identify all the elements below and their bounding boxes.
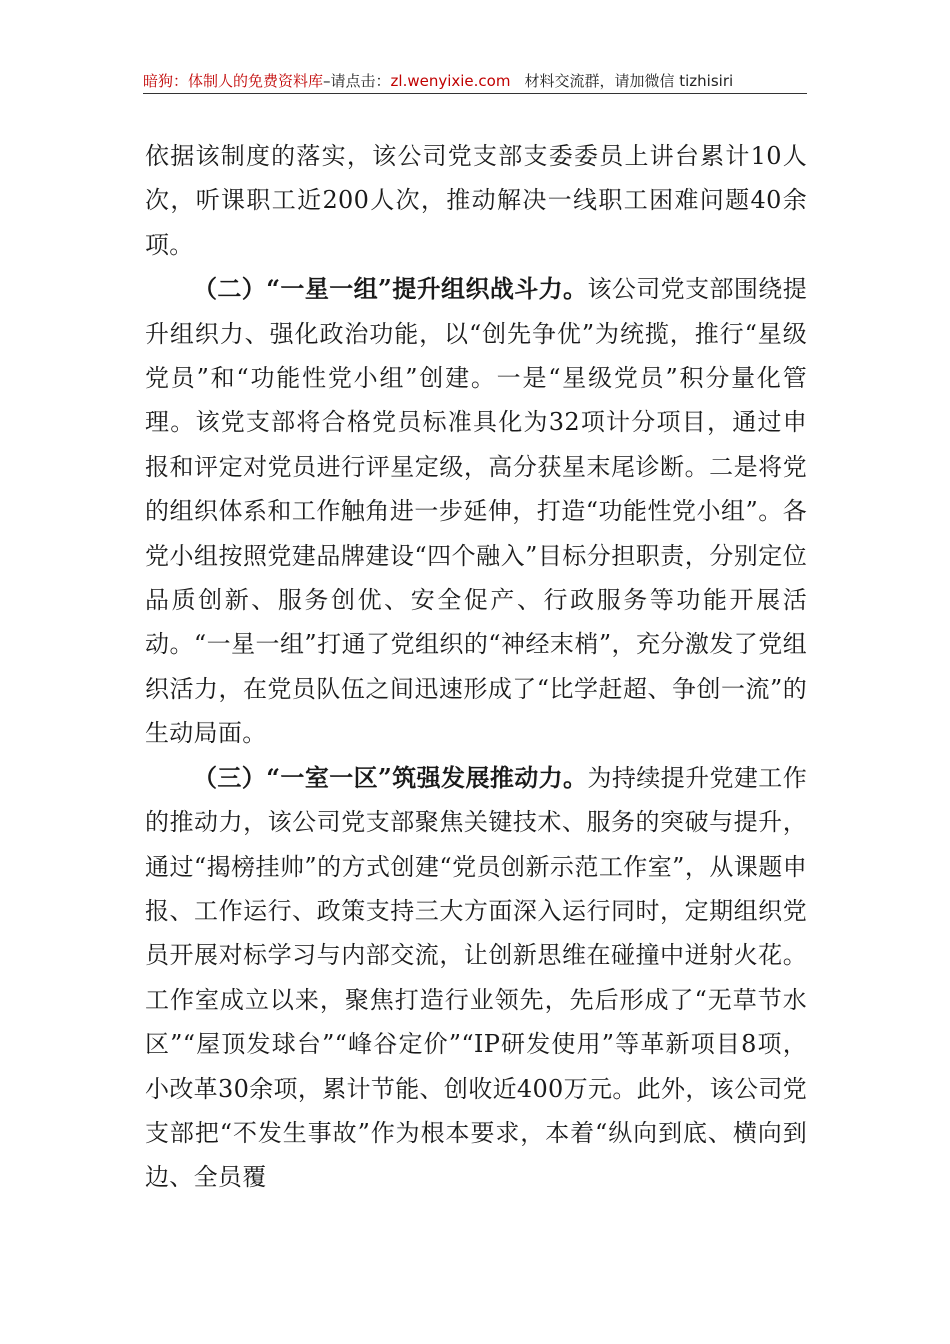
header-divider <box>143 93 807 94</box>
header-group-note: 材料交流群，请加微信 tizhisiri <box>524 72 734 90</box>
header-prompt: –请点击： <box>323 72 391 90</box>
header-url-link[interactable]: zl.wenyixie.com <box>390 72 511 90</box>
paragraph-section-three <box>145 756 807 1200</box>
paragraph-text: 依据该制度的落实，该公司党支部支委委员上讲台累计10人次，听课职工近200人次，推动解决一线职工困难问题40余项。 <box>145 142 807 259</box>
section-heading: （二）“一星一组”提升组织战斗力。 <box>193 274 588 304</box>
page-header <box>143 70 807 92</box>
paragraph-section-two <box>145 267 807 755</box>
document-body <box>145 134 807 1200</box>
paragraph-continued <box>145 134 807 267</box>
paragraph-text: 为持续提升党建工作的推动力，该公司党支部聚焦关键技术、服务的突破与提升，通过“揭榜挂帅”的方式创建“党员创新示范工作室”，从课题申报、工作运行、政策支持三大方面深入运行同时，定期组织党员开展对标学习与内部交流，让创新思维在碰撞中迸射火花。工作室成立以来，聚焦打造行业领先，先后形成了“无草节水区”“屋顶发球台”“峰谷定价”“IP研发使用”等革新项目8项，小改革30余项，累计节能、创收近400万元。此外，该公司党支部把“不发生事故”作为根本要求，本着“纵向到底、横向到边、全员覆 <box>145 763 807 1192</box>
header-brand: 暗狗：体制人的免费资料库 <box>143 72 324 90</box>
paragraph-text: 该公司党支部围绕提升组织力、强化政治功能，以“创先争优”为统揽，推行“星级党员”和“功能性党小组”创建。一是“星级党员”积分量化管理。该党支部将合格党员标准具化为32项计分项目，通过申报和评定对党员进行评星定级，高分获星末尾诊断。二是将党的组织体系和工作触角进一步延伸，打造“功能性党小组”。各党小组按照党建品牌建设“四个融入”目标分担职责，分别定位品质创新、服务创优、安全促产、行政服务等功能开展活动。“一星一组”打通了党组织的“神经末梢”，充分激发了党组织活力，在党员队伍之间迅速形成了“比学赶超、争创一流”的生动局面。 <box>145 275 807 748</box>
section-heading: （三）“一室一区”筑强发展推动力。 <box>193 762 588 792</box>
